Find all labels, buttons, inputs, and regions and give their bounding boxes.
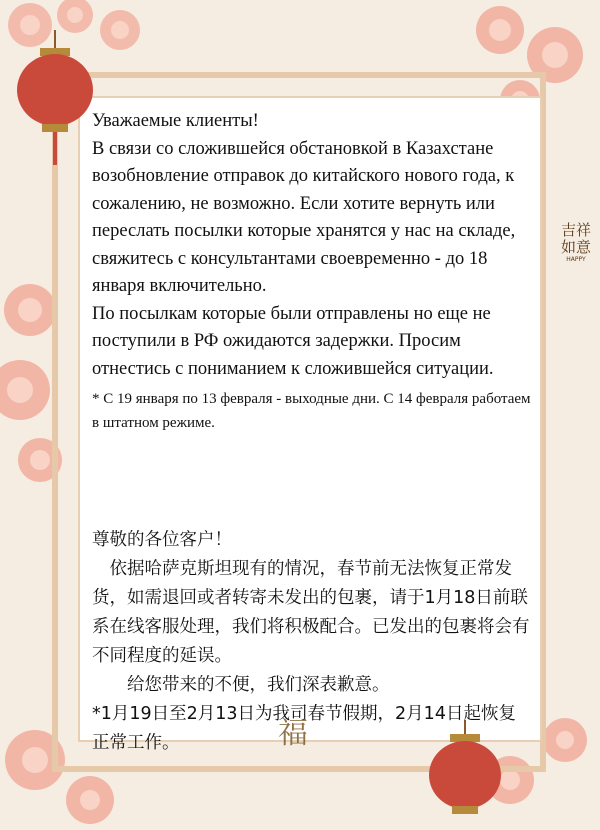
notice-russian (92, 108, 532, 435)
paragraph-ru-1: В связи со сложившейся обстановкой в Казахстане возобновление отправок до китайского нового года, к сожалению, не возможно. Если хотите вернуть или переслать посылки которые хранятся у нас на складе, свяжитесь с консультантами своевременно - до 18 января включительно. (92, 138, 516, 296)
paragraph-cn-1: 依据哈萨克斯坦现有的情况，春节前无法恢复正常发货，如需退回或者转寄未发出的包裹，请于1月18日前联系在线客服处理，我们将积极配合。已发出的包裹将会有不同程度的延误。 (92, 559, 530, 666)
note-cn: *1月19日至2月13日为我司春节假期，2月14日起恢复正常工作。 (92, 704, 516, 753)
fu-character: 福 (278, 716, 308, 751)
side-calligraphy (560, 222, 592, 264)
happy-label: HAPPY (566, 256, 586, 263)
greeting-cn: 尊敬的各位客户！ (92, 530, 232, 550)
note-ru: * С 19 января по 13 февраля - выходные дни. С 14 февраля работаем в штатном режиме. (92, 391, 531, 431)
notice-chinese (92, 526, 532, 758)
lantern-icon-top-left (10, 30, 100, 170)
greeting-ru: Уважаемые клиенты! (92, 111, 259, 131)
calligraphy-text: 吉祥如意 (560, 221, 591, 256)
paragraph-ru-2: По посылкам которые были отправлены но еще не поступили в РФ ожидаются задержки. Просим отнестись с пониманием к сложившейся ситуации. (92, 303, 494, 379)
paragraph-cn-2: 给您带来的不便，我们深表歉意。 (127, 675, 390, 695)
